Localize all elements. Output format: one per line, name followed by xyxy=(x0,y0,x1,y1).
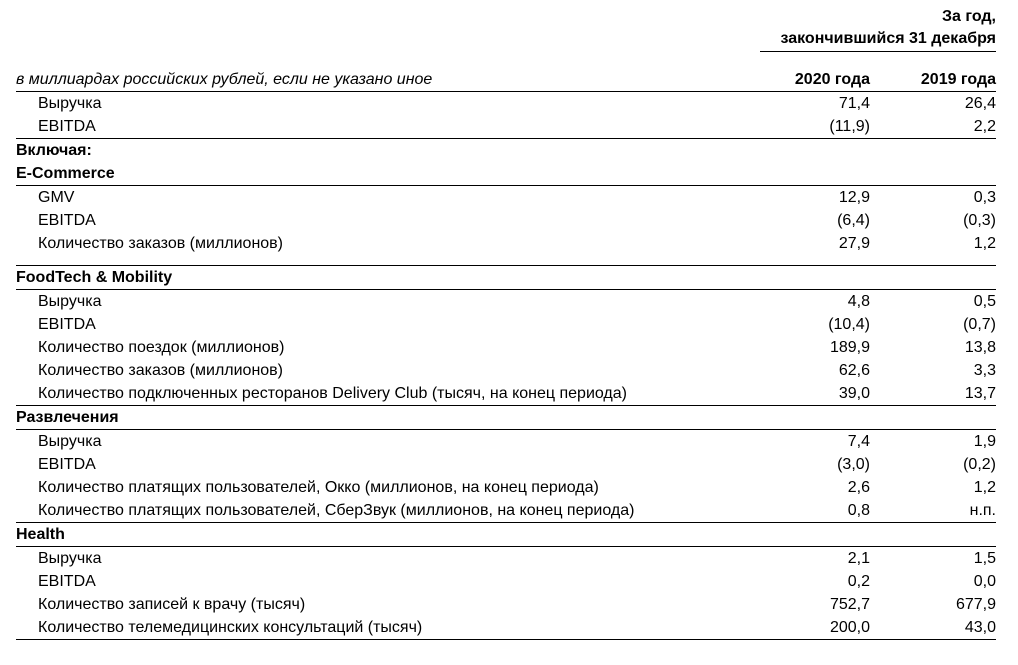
value-2019: (0,7) xyxy=(963,316,996,333)
period-header-line2: закончившийся 31 декабря xyxy=(780,30,996,47)
value-2019: 0,0 xyxy=(973,573,996,590)
value-2020: 12,9 xyxy=(838,189,870,206)
table-row xyxy=(16,570,996,593)
section-divider xyxy=(16,255,996,266)
value-2020: 2,6 xyxy=(847,479,870,496)
table-row xyxy=(16,186,996,209)
table-row xyxy=(16,453,996,476)
row-label: EBITDA xyxy=(38,212,96,229)
value-2020: (10,4) xyxy=(828,316,870,333)
segment-header-health xyxy=(16,523,996,547)
table-row xyxy=(16,92,996,115)
value-2019: (0,3) xyxy=(963,212,996,229)
row-label: Количество записей к врачу (тысяч) xyxy=(38,596,306,613)
row-label: Количество платящих пользователей, Окко (миллионов, на конец периода) xyxy=(38,479,599,496)
table-row xyxy=(16,232,996,255)
value-2020: 39,0 xyxy=(838,385,870,402)
value-2019: 13,7 xyxy=(964,385,996,402)
table-row xyxy=(16,616,996,640)
value-2019: 1,9 xyxy=(973,433,996,450)
segment-header-entertainment xyxy=(16,406,996,430)
value-2020: 71,4 xyxy=(838,95,870,112)
value-2019: 3,3 xyxy=(973,362,996,379)
table-row xyxy=(16,476,996,499)
value-2019: 0,3 xyxy=(973,189,996,206)
period-header-text xyxy=(760,6,996,50)
table-row xyxy=(16,430,996,453)
segment-title: E-Commerce xyxy=(16,165,115,182)
table-row xyxy=(16,499,996,523)
value-2019: (0,2) xyxy=(963,456,996,473)
row-label: EBITDA xyxy=(38,456,96,473)
value-2020: 189,9 xyxy=(829,339,870,356)
table-row xyxy=(16,336,996,359)
period-header-spacer xyxy=(16,48,760,50)
value-2020: 2,1 xyxy=(847,550,870,567)
table-row xyxy=(16,313,996,336)
value-2019: н.п. xyxy=(969,502,996,519)
value-2020: 0,2 xyxy=(847,573,870,590)
value-2020: 0,8 xyxy=(847,502,870,519)
table-row xyxy=(16,593,996,616)
value-2020: 7,4 xyxy=(847,433,870,450)
row-label: Количество поездок (миллионов) xyxy=(38,339,285,356)
row-label: GMV xyxy=(38,189,75,206)
column-header-2019: 2019 года xyxy=(920,71,996,88)
value-2019: 2,2 xyxy=(973,118,996,135)
value-2020: 752,7 xyxy=(829,596,870,613)
segment-title: Health xyxy=(16,526,65,543)
value-2020: 4,8 xyxy=(847,293,870,310)
row-label: Выручка xyxy=(38,95,102,112)
row-label: Выручка xyxy=(38,550,102,567)
table-row xyxy=(16,290,996,313)
segment-header-foodtech xyxy=(16,266,996,290)
value-2019: 26,4 xyxy=(964,95,996,112)
table-row xyxy=(16,359,996,382)
value-2019: 1,2 xyxy=(973,479,996,496)
including-label: Включая: xyxy=(16,142,92,159)
segment-title: Развлечения xyxy=(16,409,119,426)
row-label: EBITDA xyxy=(38,316,96,333)
segment-header-ecommerce xyxy=(16,162,996,186)
column-header-row xyxy=(16,52,996,92)
row-label: EBITDA xyxy=(38,573,96,590)
value-2020: (3,0) xyxy=(837,456,870,473)
value-2020: 200,0 xyxy=(829,619,870,636)
value-2019: 0,5 xyxy=(973,293,996,310)
value-2019: 13,8 xyxy=(964,339,996,356)
value-2020: 27,9 xyxy=(838,235,870,252)
value-2019: 677,9 xyxy=(955,596,996,613)
value-2020: (11,9) xyxy=(829,118,870,135)
including-row xyxy=(16,139,996,162)
value-2019: 1,5 xyxy=(973,550,996,567)
row-label: Выручка xyxy=(38,293,102,310)
table-row xyxy=(16,115,996,139)
row-label: Количество платящих пользователей, СберЗвук (миллионов, на конец периода) xyxy=(38,502,635,519)
period-header xyxy=(16,6,996,52)
value-2020: (6,4) xyxy=(837,212,870,229)
row-label: Количество телемедицинских консультаций (тысяч) xyxy=(38,619,423,636)
column-header-2020: 2020 года xyxy=(794,71,870,88)
row-label: Количество заказов (миллионов) xyxy=(38,235,284,252)
value-2019: 1,2 xyxy=(973,235,996,252)
period-header-line1: За год, xyxy=(942,8,996,25)
table-row xyxy=(16,382,996,406)
segment-title: FoodTech & Mobility xyxy=(16,269,173,286)
row-label: Количество подключенных ресторанов Delivery Club (тысяч, на конец периода) xyxy=(38,385,627,402)
table-row xyxy=(16,209,996,232)
row-label: Выручка xyxy=(38,433,102,450)
value-2019: 43,0 xyxy=(964,619,996,636)
value-2020: 62,6 xyxy=(838,362,870,379)
units-note: в миллиардах российских рублей, если не указано иное xyxy=(16,71,433,88)
table-row xyxy=(16,547,996,570)
financial-results-table xyxy=(16,6,996,640)
row-label: EBITDA xyxy=(38,118,96,135)
row-label: Количество заказов (миллионов) xyxy=(38,362,284,379)
